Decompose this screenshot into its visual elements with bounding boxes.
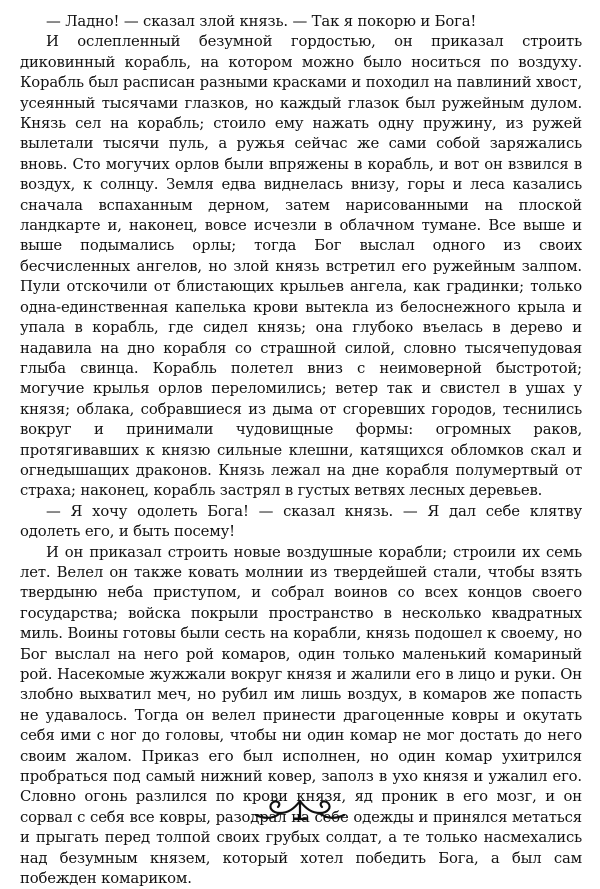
decorative-flourish-icon	[250, 795, 350, 825]
paragraph-2: И ослепленный безумной гордостью, он приказал строить диковинный корабль, на котором можно было носиться по воздуху. Корабль был расписан разными красками и походил на павлиний хвост, усеянный тысячами глазков, но каждый глазок был ружейным дулом. Князь сел на корабль; стоило ему нажать одну пружину, из ружей вылетали тысячи пуль, а ружья сейчас же сами собой заряжались вновь. Сто могучих орлов были впряжены в корабль, и вот он взвился в воздух, к солнцу. Земля едва виднелась внизу, горы и леса казались сначала вспаханным дерном, затем нарисованными на плоской ландкарте и, наконец, вовсе исчезли в облачном тумане. Все выше и выше подымались орлы; тогда Бог выслал одного из своих бесчисленных ангелов, но злой князь встретил его ружейным залпом. Пули отскочили от блистающих крыльев ангела, как градинки; только одна-единственная капелька крови вытекла из белоснежного крыла и упала в корабль, где сидел князь; она глубоко въелась в дерево и надавила на дно корабля со страшной силой, словно тысячепудовая глыба свинца. Корабль полетел вниз с неимоверной быстротой; могучие крылья орлов переломились; ветер так и свистел в ушах у князя; облака, собравшиеся из дыма от сгоревших городов, теснились вокруг и принимали чудовищные формы: огромных раков, протягивавших к князю сильные клешни, катящихся обломков скал и огнедышащих драконов. Князь лежал на дне корабля полумертвый от страха; наконец, корабль застрял в густых ветвях лесных деревьев.	[20, 33, 582, 500]
paragraph-1: — Ладно! — сказал злой князь. — Так я покорю и Бога!	[46, 13, 477, 30]
paragraph-3: — Я хочу одолеть Бога! — сказал князь. — Я дал себе клятву одолеть его, и быть посему!	[20, 502, 582, 541]
paragraph-4: И он приказал строить новые воздушные корабли; строили их семь лет. Велел он также ковать молнии из твердейшей стали, чтобы взять твердыню неба приступом, и собрал воинов со всех концов своего государства; войска покрыли пространство в несколько квадратных миль. Воины готовы были сесть на корабли, князь подошел к своему, но Бог выслал на него рой комаров, один только маленький комариный рой. Насекомые жужжали вокруг князя и жалили его в лицо и руки. Он злобно выхватил меч, но рубил им лишь воздух, в комаров же попасть не удавалось. Тогда он велел принести драгоценные ковры и окутать себя ими с ног до головы, чтобы ни один комар не мог достать до него своим жалом. Приказ его был исполнен, но один комар ухитрился пробраться под самый нижний ковер, заполз в ухо князя и ужалил его. Словно огонь разлился по крови князя, яд проник в его мозг, и он сорвал с себя все ковры, разодрал на себе одежды и принялся метаться и прыгать перед толпой своих грубых солдат, а те только насмехались над безумным князем, который хотел победить Бога, а был сам побежден комариком.	[20, 543, 582, 888]
document-page	[20, 12, 582, 889]
